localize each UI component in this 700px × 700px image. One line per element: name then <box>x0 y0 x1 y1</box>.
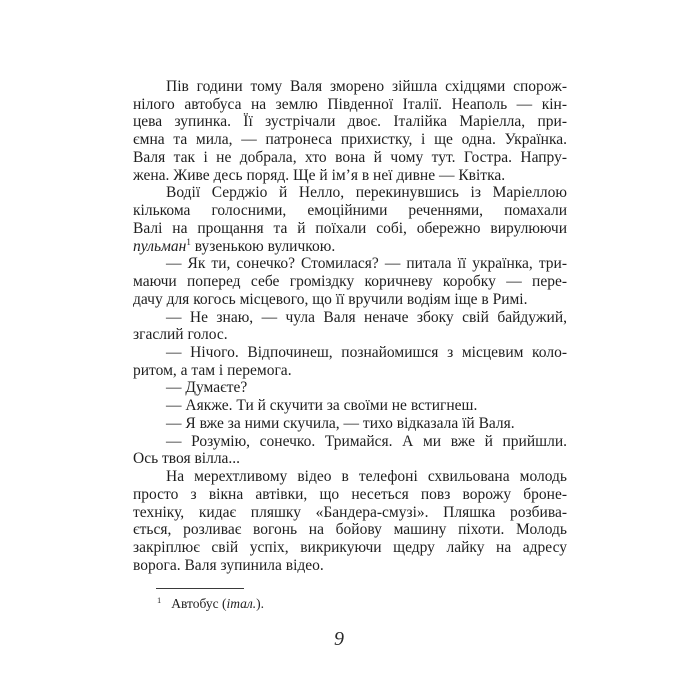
paragraph <box>133 255 567 308</box>
text-segment: — Як ти, сонечко? Стомилася? — питала її українка, три- <box>166 255 567 273</box>
text-line <box>133 362 567 380</box>
text-segment: просто з вікна автівки, що несеться повз ворожу броне- <box>133 485 567 503</box>
paragraph <box>133 344 567 379</box>
text-line <box>133 326 567 344</box>
text-line <box>133 557 567 575</box>
text-line <box>133 539 567 557</box>
paragraph <box>133 415 567 433</box>
text-segment: нілого автобуса на землю Південної Італії. Неаполь — кін- <box>133 95 567 113</box>
text-segment: жена. Живе десь поряд. Ще й ім’я в неї дивне — Квітка. <box>133 166 506 184</box>
text-line <box>133 220 567 238</box>
text-segment: згаслий голос. <box>133 326 228 344</box>
text-line <box>133 78 567 96</box>
text-segment: ритом, а там і перемога. <box>133 361 292 379</box>
text-segment: Валі на прощання та й поїхали собі, обережно вирулюючи <box>133 219 567 237</box>
text-line <box>133 521 567 539</box>
text-line <box>133 167 567 185</box>
text-segment: маючи поперед себе громіздку коричневу коробку — пере- <box>133 273 567 291</box>
text-line <box>133 450 567 468</box>
text-segment: На мерехтливому відео в телефоні схвильована молодь <box>166 468 567 486</box>
text-line <box>133 309 567 327</box>
text-line <box>133 184 567 202</box>
paragraph <box>133 78 567 184</box>
text-segment: — Я вже за ними скучила, — тихо відказала їй Валя. <box>166 414 515 432</box>
text-line <box>133 273 567 291</box>
text-line <box>133 379 567 397</box>
text-line <box>133 238 567 256</box>
text-line <box>133 202 567 220</box>
text-segment: — Аякже. Ти й скучити за своїми не встигнеш. <box>166 397 478 415</box>
text-segment: — Нічого. Відпочинеш, познайомишся з місцевим коло- <box>166 344 567 362</box>
footnote-rule <box>156 588 244 589</box>
text-line <box>133 415 567 433</box>
text-segment: пульман <box>133 237 187 255</box>
text-line <box>133 255 567 273</box>
paragraph <box>133 468 567 574</box>
text-line <box>133 113 567 131</box>
paragraph <box>133 379 567 397</box>
text-segment: Водії Серджіо й Нелло, перекинувшись із Маріеллою <box>166 184 567 202</box>
text-segment: техніку, кидає пляшку «Бандера-смузі». Пляшка розбива- <box>133 503 567 521</box>
text-segment: ворога. Валя зупинила відео. <box>133 556 324 574</box>
text-segment: Валя так і не добрала, хто вона й чому тут. Гостра. Напру- <box>133 148 567 166</box>
text-segment: Ось твоя вілла... <box>133 450 241 468</box>
text-block <box>133 78 567 575</box>
text-segment: італ. <box>226 596 257 611</box>
text-segment: — Розумію, сонечко. Тримайся. А ми вже й прийшли. <box>166 432 567 450</box>
footnote <box>133 588 567 612</box>
text-line <box>133 468 567 486</box>
text-segment: Пів години тому Валя зморено зійшла східцями спорож- <box>166 78 567 95</box>
text-segment: цева зупинка. Її зустрічали двоє. Італійка Маріелла, при- <box>133 113 567 131</box>
text-segment: — Думаєте? <box>166 379 248 397</box>
paragraph <box>133 433 567 468</box>
text-line <box>133 504 567 522</box>
text-line <box>133 344 567 362</box>
text-line <box>133 397 567 415</box>
text-segment: Автобус ( <box>171 596 227 611</box>
footnote-line <box>133 596 567 612</box>
text-segment: закріплює свій успіх, викрикуючи щедру лайку на адресу <box>133 539 567 557</box>
text-line <box>133 433 567 451</box>
text-line <box>133 96 567 114</box>
paragraph <box>133 397 567 415</box>
paragraph <box>133 184 567 255</box>
paragraph <box>133 309 567 344</box>
page-number: 9 <box>334 628 344 650</box>
footnote-reference: 1 <box>186 236 191 247</box>
text-segment: вузенькою вуличкою. <box>190 237 336 255</box>
text-segment: ємна та мила, — патронеса прихистку, і ще одна. Українка. <box>133 131 567 149</box>
text-line <box>133 291 567 309</box>
text-line <box>133 486 567 504</box>
text-segment: ). <box>256 596 265 611</box>
text-line <box>133 131 567 149</box>
text-line <box>133 149 567 167</box>
footnote-text <box>171 596 264 611</box>
footnote-marker: 1 <box>157 594 162 605</box>
text-segment: дачу для когось місцевого, що її вручили водіям іще в Римі. <box>133 290 528 308</box>
text-segment: кількома голосними, емоційними реченнями, помахали <box>133 202 567 220</box>
text-segment: ється, розливає вогонь на бойову машину піхоти. Молодь <box>133 521 567 539</box>
text-segment: — Не знаю, — чула Валя неначе збоку свій байдужий, <box>166 308 567 326</box>
